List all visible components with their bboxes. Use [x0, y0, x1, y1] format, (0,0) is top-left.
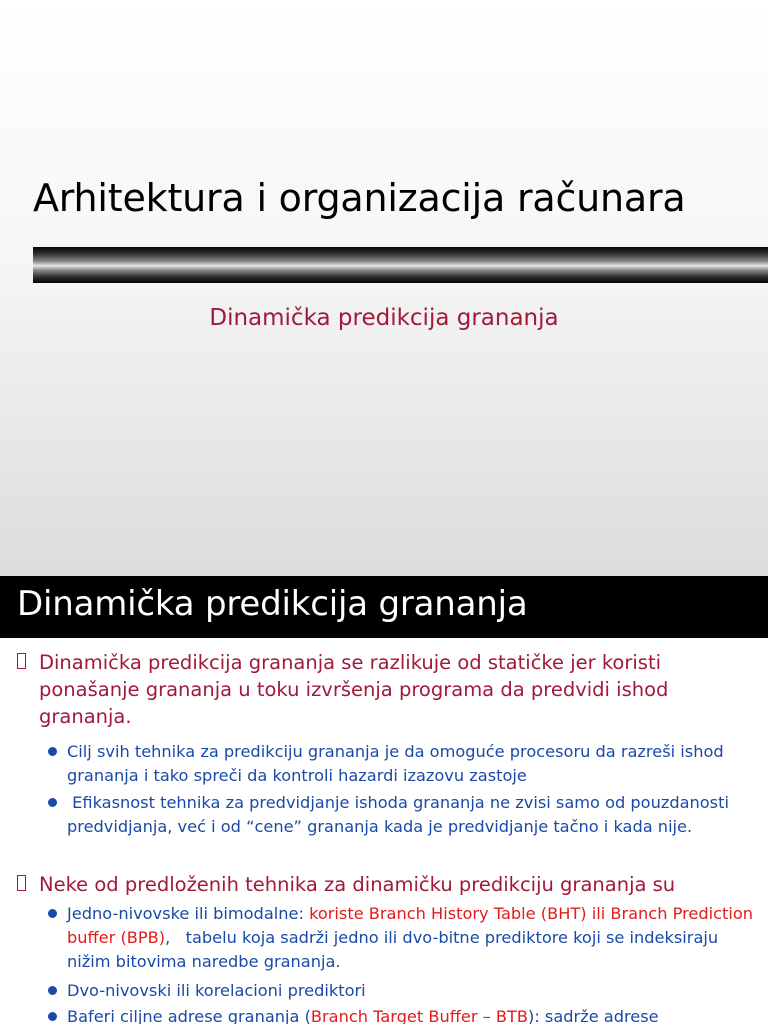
round-bullet-icon: [48, 909, 57, 918]
sub-bullet-text: [67, 1005, 761, 1024]
highlighted-text: Branch Target Buffer – BTB: [310, 1007, 528, 1024]
sub-bullet-text: Cilj svih tehnika za predikciju grananja je da omoguće procesoru da razreši ishod grananja i tako spreči da kontroli hazardi izazovu zastoje: [67, 742, 724, 785]
bullet-text: Dinamička predikcija grananja se razlikuje od statičke jer koristi ponašanje grananja u toku izvršenja programa da predvidi ishod grananja.: [39, 651, 669, 728]
text-segment: Jedno-nivovske ili bimodalne:: [67, 904, 310, 923]
round-bullet-icon: [48, 747, 57, 756]
round-bullet-icon: [48, 1012, 57, 1021]
slide-title: Arhitektura i organizacija računara: [33, 176, 686, 220]
sub-bullet-text: [67, 902, 761, 974]
slide-header-band: [0, 576, 768, 638]
slide-subtitle: Dinamička predikcija grananja: [209, 305, 559, 331]
round-bullet-icon: [48, 798, 57, 807]
sub-bullet-text: Efikasnost tehnika za predvidjanje ishoda grananja ne zvisi samo od pouzdanosti predvidjanja, već i od “cene” grananja kada je predvidjanje tačno i kada nije.: [67, 793, 735, 836]
highlighted-text: koriste Branch History Table (BHT) ili Branch Prediction buffer (BPB): [67, 904, 759, 947]
content-slide: [0, 576, 768, 1024]
square-bullet-icon: [17, 653, 26, 669]
text-segment: Baferi ciljne adrese grananja (: [67, 1007, 311, 1024]
square-bullet-icon: [17, 875, 26, 891]
bullet-text: Neke od predloženih tehnika za dinamičku predikciju grananja su: [39, 873, 676, 896]
sub-bullet-text: Dvo-nivovski ili korelacioni prediktori: [67, 981, 366, 1000]
text-segment: , tabelu koja sadrži jedno ili dvo-bitne prediktore koji se indeksiraju nižim bitovima naredbe grananja.: [67, 928, 724, 971]
text-segment: ): sadrže adrese: [528, 1007, 659, 1024]
metallic-divider-bar: [33, 247, 768, 283]
slide-heading: Dinamička predikcija grananja: [17, 584, 528, 624]
round-bullet-icon: [48, 986, 57, 995]
